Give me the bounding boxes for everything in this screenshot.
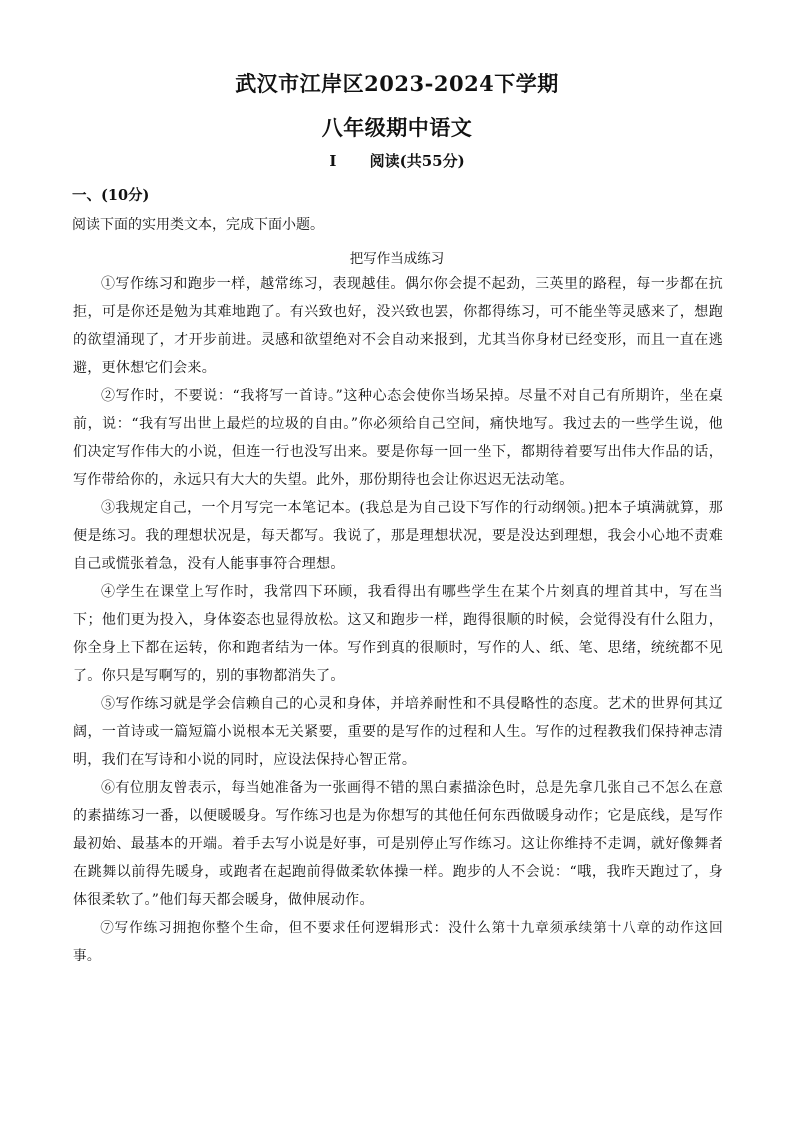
article-paragraph-5: ⑤写作练习就是学会信赖自己的心灵和身体，并培养耐性和不具侵略性的态度。艺术的世界何其辽阔，一首诗或一篇短篇小说根本无关紧要，重要的是写作的过程和人生。写作的过程教我们保持神志清明，我们在写诗和小说的同时，应设法保持心智正常。 — [73, 696, 723, 768]
section-roman-numeral: I — [329, 152, 337, 170]
section-heading — [0, 150, 794, 171]
section-label: 阅读(共55分) — [369, 152, 465, 170]
article-paragraph-1: ①写作练习和跑步一样，越常练习，表现越佳。偶尔你会提不起劲，三英里的路程，每一步都在抗拒，可是你还是勉为其难地跑了。有兴致也好，没兴致也罢，你都得练习，可不能坐等灵感来了，想跑的欲望涌现了，才开步前进。灵感和欲望绝对不会自动来报到，尤其当你身材已经变形，而且一直在逃避，更休想它们会来。 — [73, 276, 723, 376]
article-title: 把写作当成练习 — [349, 251, 445, 267]
question-number: 一、(10分) — [72, 187, 150, 204]
question-instruction: 阅读下面的实用类文本，完成下面小题。 — [72, 217, 324, 233]
article-paragraph-4: ④学生在课堂上写作时，我常四下环顾，我看得出有哪些学生在某个片刻真的埋首其中，写在当下；他们更为投入，身体姿态也显得放松。这又和跑步一样，跑得很顺的时候，会觉得没有什么阻力，你全身上下都在运转，你和跑者结为一体。写作到真的很顺时，写作的人、纸、笔、思绪，统统都不见了。你只是写啊写的，别的事物都消失了。 — [73, 584, 723, 684]
exam-subtitle: 八年级期中语文 — [321, 115, 473, 140]
article-paragraph-2: ②写作时，不要说：“我将写一首诗。”这种心态会使你当场呆掉。尽量不对自己有所期许，坐在桌前，说：“我有写出世上最烂的垃圾的自由。”你必须给自己空间，痛快地写。我过去的一些学生说，他们决定写作伟大的小说，但连一行也没写出来。要是你每一回一坐下，都期待着要写出伟大作品的话，写作带给你的，永远只有大大的失望。此外，那份期待也会让你迟迟无法动笔。 — [73, 388, 723, 488]
article-paragraph-3: ③我规定自己，一个月写完一本笔记本。(我总是为自己设下写作的行动纲领。)把本子填满就算，那便是练习。我的理想状况是，每天都写。我说了，那是理想状况，要是没达到理想，我会小心地不责难自己或慌张着急，没有人能事事符合理想。 — [73, 500, 723, 572]
article-paragraph-7: ⑦写作练习拥抱你整个生命，但不要求任何逻辑形式：没什么第十九章须承续第十八章的动作这回事。 — [73, 920, 723, 964]
exam-title: 武汉市江岸区2023-2024下学期 — [235, 71, 559, 96]
article-body — [73, 270, 723, 970]
article-paragraph-6: ⑥有位朋友曾表示，每当她准备为一张画得不错的黑白素描涂色时，总是先拿几张自己不怎么在意的素描练习一番，以便暖暖身。写作练习也是为你想写的其他任何东西做暖身动作；它是底线，是写作最初始、最基本的开端。着手去写小说是好事，可是别停止写作练习。这让你维持不走调，就好像舞者在跳舞以前得先暖身，或跑者在起跑前得做柔软体操一样。跑步的人不会说：“哦，我昨天跑过了，身体很柔软了。”他们每天都会暖身，做伸展动作。 — [73, 780, 723, 908]
